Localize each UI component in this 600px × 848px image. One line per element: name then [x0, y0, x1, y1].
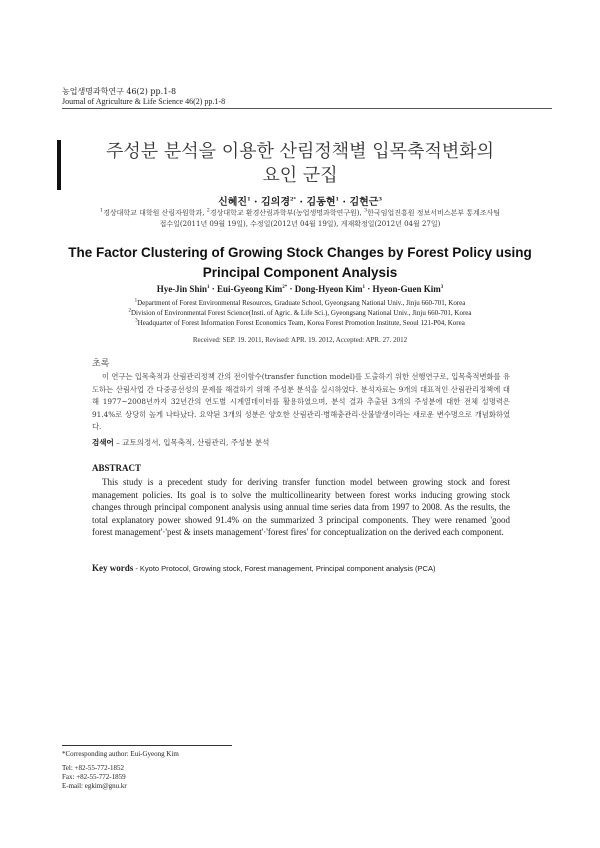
affiliation-korean: 경상대학교 환경산림과학부(농업생명과학연구원),	[209, 209, 364, 217]
abstract-korean-body: 이 연구는 입목축적과 산림관리정책 간의 전이함수(transfer function model)를 도출하기 위한 선행연구로, 입목축적변화를 유도하는 산림사업 간 다중공선성의 문제를 해결하기 위해 주성분 분석을 실시하였다. 분석자료는 9개의 대표적인 산림관리정책에 대해 1977~2008년까지 32년간의 연도별 시계열데이터를 활용하였으며, 분석 결과 추출된 3개의 주성분에 대한 전체 설명력은 91.4%로 상당히 높게 나타났다. 요약된 3개의 성분은 양호한 산림관리·병해충관리·산불발생이라는 새로운 변수명으로 개념화하였다.	[92, 372, 510, 431]
authors-english: Hye-Jin Shin$^1$ · Eui-Gyeong Kim$^{2*}$ · Dong-Hyeon Kim$^1$ · Hyeon-Guen Kim$^3$	[156, 284, 444, 294]
contact-tel: Tel: +82-55-772-1852	[62, 764, 124, 772]
author-marker: 1	[206, 285, 210, 290]
affiliation-marker: 1	[99, 207, 104, 214]
author-english: Hyeon-Guen Kim	[372, 284, 441, 294]
author-marker: 1	[362, 285, 366, 290]
affiliation-english: Headquarter of Forest Information Forest Economics Team, Korea Forest Promotion Institute, Seoul 121-P04, Korea	[137, 319, 465, 327]
author-marker: 3	[378, 196, 382, 203]
affiliation-english: Department of Forest Environmental Resources, Graduate School, Gyeongsang National Univ., Jinju 660-701, Korea	[137, 299, 466, 307]
keywords-korean-list: – 교토의정서, 입목축적, 산림관리, 주성분 분석	[113, 438, 270, 447]
keywords-korean-label: 검색어	[92, 438, 114, 447]
affiliation-english-line	[60, 298, 540, 308]
title-english-line-2: Principal Component Analysis	[202, 265, 398, 280]
affiliation-marker: 2	[206, 207, 210, 214]
author-marker: 2*	[282, 285, 288, 290]
keywords-english-label: Key words	[92, 563, 134, 573]
affiliation-korean: 한국임업진흥원 정보서비스본부 통계조사팀	[367, 209, 501, 217]
author-marker: 3	[440, 285, 444, 290]
title-korean-line-2: 요인 군집	[262, 165, 338, 186]
affiliations-english	[60, 298, 540, 328]
author-korean: 신혜진	[218, 197, 248, 208]
affiliation-english-line	[60, 318, 540, 328]
affiliations-korean	[64, 208, 536, 230]
affiliation-english-line	[60, 308, 540, 318]
author-english: Eui-Gyeong Kim	[216, 284, 283, 294]
dates-korean: 접수일(2011년 09월 19일), 수정일(2012년 04월 19일), 게재확정일(2012년 04월 27일)	[159, 220, 441, 228]
title-korean	[80, 140, 520, 188]
authors-korean: 신혜진$^1$ · 김의경$^{2*}$ · 김동현$^1$ · 김현근$^3$	[218, 196, 382, 208]
author-marker: 1	[335, 196, 339, 203]
author-korean: 김동현	[306, 197, 336, 208]
journal-citation-english: Journal of Agriculture & Life Science 46(2) pp.1-8	[62, 97, 226, 106]
author-marker: 2*	[289, 196, 297, 203]
footnote-rule	[62, 745, 232, 746]
abstract-korean-heading: 초록	[92, 359, 110, 369]
affiliation-marker: 3	[135, 318, 138, 324]
contact-email: E-mail: egkim@gnu.kr	[62, 782, 127, 790]
keywords-english-list: - Kyoto Protocol, Growing stock, Forest management, Principal component analysis (PCA)	[133, 564, 436, 573]
title-korean-line-1: 주성분 분석을 이용한 산림정책별 입목축적변화의	[105, 141, 495, 162]
contact-fax: Fax: +82-55-772-1859	[62, 773, 126, 781]
abstract-english-heading: ABSTRACT	[92, 463, 142, 473]
author-korean: 김의경	[261, 197, 290, 208]
affiliation-marker: 1	[134, 298, 138, 304]
title-english-line-1: The Factor Clustering of Growing Stock Changes by Forest Policy using	[68, 245, 532, 260]
header-rule	[62, 108, 552, 109]
author-english: Hye-Jin Shin	[156, 284, 207, 294]
affiliation-marker: 3	[363, 207, 368, 214]
journal-citation-korean: 농업생명과학연구 46(2) pp.1-8	[62, 87, 177, 96]
author-marker: 1	[247, 196, 251, 203]
corresponding-author: *Corresponding author: Eui-Gyeong Kim	[62, 750, 179, 758]
affiliation-korean: 경상대학교 대학원 산림자원학과,	[103, 209, 207, 217]
affiliation-marker: 2	[128, 308, 131, 314]
title-english	[60, 243, 540, 283]
affiliation-english: Division of Environmental Forest Science(Insti. of Agric. & Life Sci.), Gyeongsang National Univ., Jinju 660-701, Korea	[130, 309, 472, 317]
keywords-korean	[92, 437, 269, 448]
author-korean: 김현근	[349, 197, 379, 208]
title-accent-bar	[57, 140, 61, 190]
received-dates: Received: SEP. 19. 2011, Revised: APR. 19. 2012, Accepted: APR. 27. 2012	[192, 336, 408, 344]
keywords-english	[92, 563, 435, 573]
abstract-english-body: This study is a precedent study for deriving transfer function model between growing stock and forest management policies. Its goal is to solve the multicollinearity between forest works inducing growing stock changes through principal component analysis using annual time series data from 1997 to 2008. As the results, the total explanatory power showed 91.4% on the summarized 3 principal components. They were renamed 'good forest management'·'pest & insets management'·'forest fires' for conceptualization on the derived each component.	[92, 477, 510, 538]
author-english: Dong-Hyeon Kim	[294, 284, 363, 294]
